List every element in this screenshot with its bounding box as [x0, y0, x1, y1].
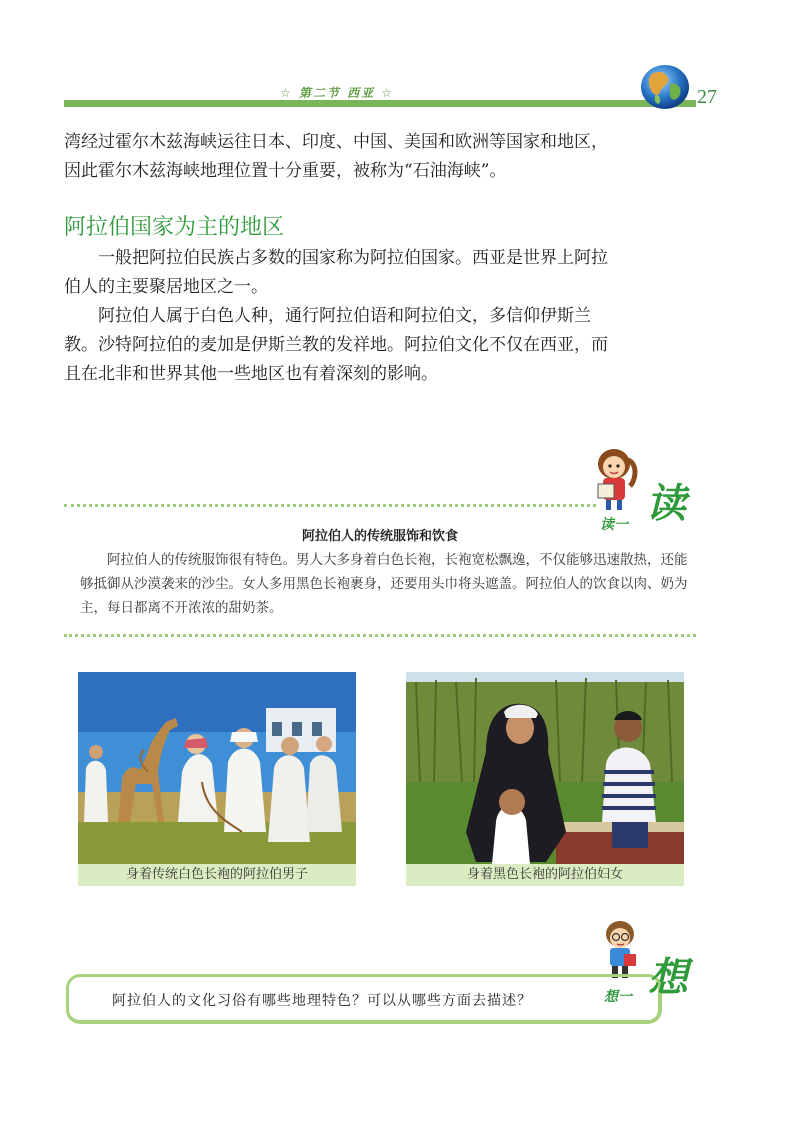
section-paragraph-2: 阿拉伯人属于白色人种，通行阿拉伯语和阿拉伯文，多信仰伊斯兰教。沙特阿拉伯的麦加是伊斯兰教的发祥地。阿拉伯文化不仅在西亚，而且在北非和世界其他一些地区也有着深刻的影响。 [64, 306, 608, 384]
figure-arab-women [406, 672, 684, 886]
page-number: 27 [697, 86, 717, 108]
photo-arab-woman-family [406, 672, 684, 864]
reading-mark-big: 读 [646, 480, 686, 527]
figure-caption: 身着黑色长袍的阿拉伯妇女 [406, 864, 684, 886]
think-mark-big: 想 [648, 954, 688, 1001]
reading-mark-small: 读一 [600, 517, 628, 533]
paragraph-continuation: 湾经过霍尔木兹海峡运往日本、印度、中国、美国和欧洲等国家和地区，因此霍尔木兹海峡地理位置十分重要，被称为“石油海峡”。 [64, 132, 608, 181]
figure-arab-men [78, 672, 356, 886]
thinking-boy-icon [598, 918, 644, 980]
header-rule [64, 100, 696, 107]
reading-title: 阿拉伯人的传统服饰和饮食 [301, 529, 458, 544]
globe-icon [640, 64, 690, 110]
reading-divider-top [64, 504, 596, 507]
think-question: 阿拉伯人的文化习俗有哪些地理特色？可以从哪些方面去描述？ [112, 993, 532, 1009]
section-heading: 阿拉伯国家为主的地区 [64, 215, 285, 240]
think-mark-small: 想一 [604, 989, 632, 1005]
reading-divider-bottom [64, 634, 696, 637]
section-paragraph-1: 一般把阿拉伯民族占多数的国家称为阿拉伯国家。西亚是世界上阿拉伯人的主要聚居地区之一。 [64, 248, 608, 297]
photo-arab-men-camel [78, 672, 356, 864]
reading-girl-icon [590, 446, 642, 512]
figure-caption: 身着传统白色长袍的阿拉伯男子 [78, 864, 356, 886]
reading-text: 阿拉伯人的传统服饰很有特色。男人大多身着白色长袍，长袍宽松飘逸，不仅能够迅速散热，还能够抵御从沙漠袭来的沙尘。女人多用黑色长袍裹身，还要用头巾将头遮盖。阿拉伯人的饮食以肉、奶为主，每日都离不开浓浓的甜奶茶。 [80, 552, 688, 616]
section-title: ☆ 第二节 西亚 ☆ [280, 86, 395, 100]
